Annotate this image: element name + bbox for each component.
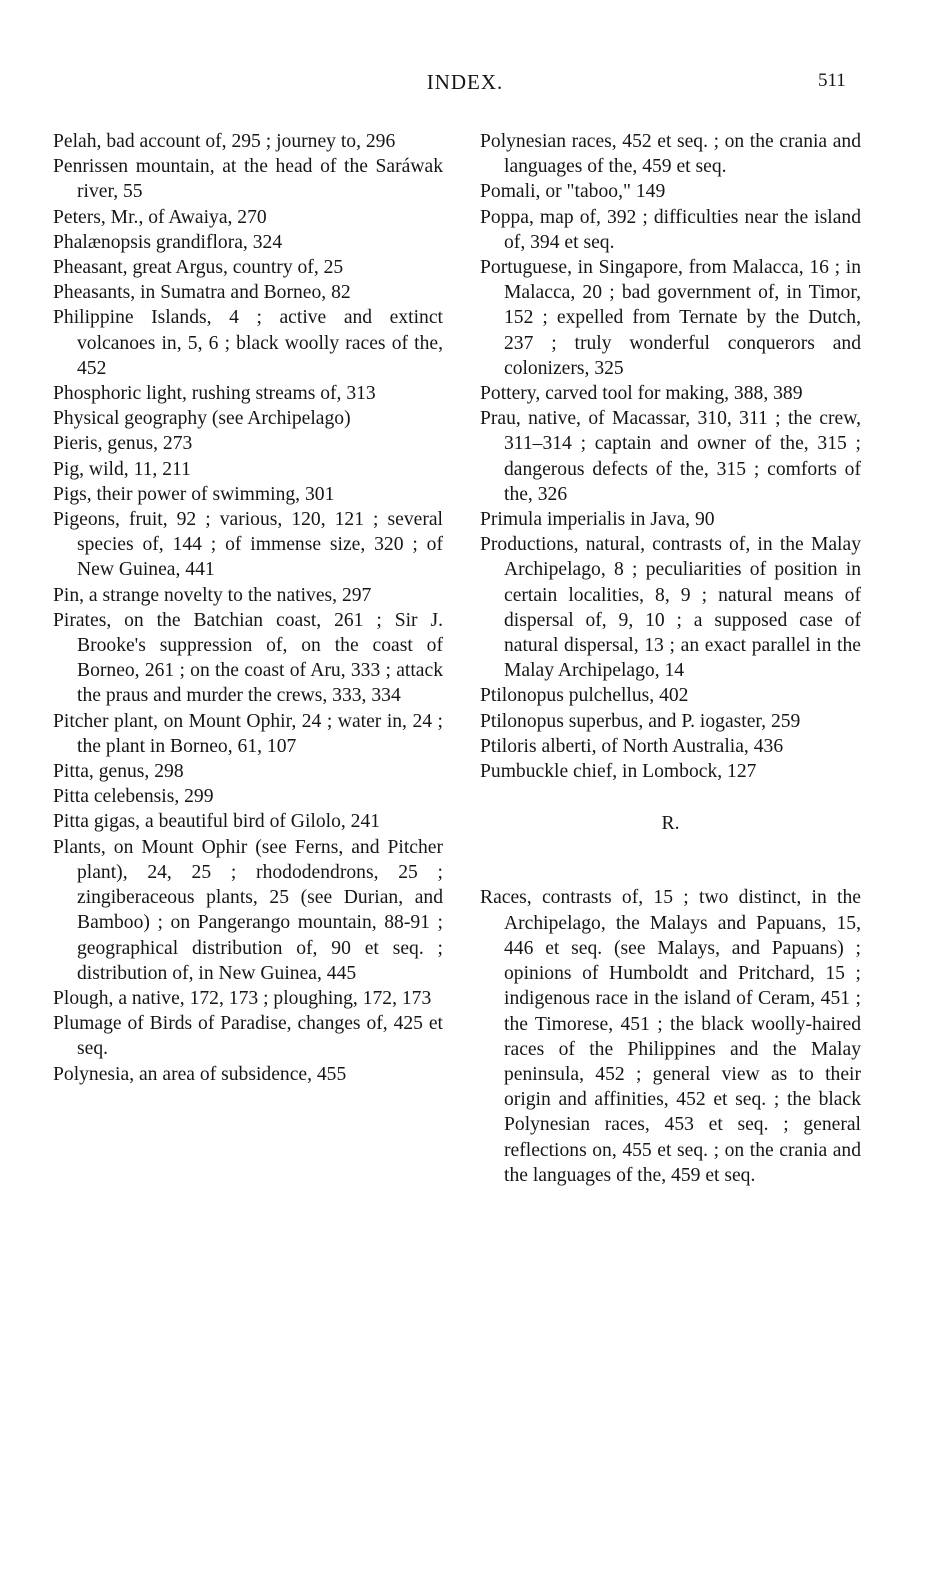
index-entry: Pieris, genus, 273: [53, 433, 193, 455]
index-entry: Phalænopsis grandiflora, 324: [53, 231, 283, 253]
index-entry: Races, contrasts of, 15 ; two distinct, in the Archipelago, the Malays and Papuans, 15, 446 et seq. (see Malays, and Papuans) ; opinions of Humboldt and Pritchard, 15 ; indigenous race in the island of Ceram, 451 ; the Timorese, 451 ; the black woolly-haired races of the Philippines and the Malay peninsula, 452 ; general view as to their origin and affinities, 452 et seq. ; the black Polynesian races, 453 et seq. ; general reflections on, 455 et seq. ; on the crania and the languages of the, 459 et seq.: [480, 887, 861, 1186]
index-entry: Pirates, on the Batchian coast, 261 ; Sir J. Brooke's suppression of, on the coast of Borneo, 261 ; on the coast of Aru, 333 ; attack the praus and murder the crews, 333, 334: [53, 609, 443, 707]
index-entry: Ptilonopus pulchellus, 402: [480, 685, 689, 707]
index-entry: Primula imperialis in Java, 90: [480, 509, 715, 531]
index-entry: Pheasant, great Argus, country of, 25: [53, 257, 344, 279]
index-entry: Philippine Islands, 4 ; active and extinct volcanoes in, 5, 6 ; black woolly races of the, 452: [53, 307, 443, 379]
section-heading-r: [480, 811, 861, 836]
index-entry: Pitta gigas, a beautiful bird of Gilolo, 241: [53, 811, 381, 833]
index-entry: Pitcher plant, on Mount Ophir, 24 ; water in, 24 ; the plant in Borneo, 61, 107: [53, 710, 443, 757]
section-letter: R.: [661, 813, 680, 835]
index-entry: Polynesia, an area of subsidence, 455: [53, 1063, 347, 1085]
index-entry: Pitta celebensis, 299: [53, 786, 214, 808]
index-entry: Plants, on Mount Ophir (see Ferns, and Pitcher plant), 24, 25 ; rhododendrons, 25 ; zingiberaceous plants, 25 (see Durian, and Bamboo) ; on Pangerango mountain, 88-91 ; geographical distribution of, 90 et seq. ; distribution of, in New Guinea, 445: [53, 836, 443, 984]
index-entry: Pigeons, fruit, 92 ; various, 120, 121 ; several species of, 144 ; of immense size, 320 ; of New Guinea, 441: [53, 509, 443, 581]
index-entry: Peters, Mr., of Awaiya, 270: [53, 206, 267, 228]
index-entry: Poppa, map of, 392 ; difficulties near the island of, 394 et seq.: [480, 206, 861, 253]
right-column: [480, 129, 861, 1188]
index-entry: Penrissen mountain, at the head of the Saráwak river, 55: [53, 156, 443, 203]
index-entry: Polynesian races, 452 et seq. ; on the crania and languages of the, 459 et seq.: [480, 131, 861, 178]
index-entry: Ptiloris alberti, of North Australia, 436: [480, 735, 784, 757]
index-entry: Pheasants, in Sumatra and Borneo, 82: [53, 282, 351, 304]
index-entry: Prau, native, of Macassar, 310, 311 ; the crew, 311–314 ; captain and owner of the, 315 ; dangerous defects of the, 315 ; comforts of the, 326: [480, 408, 861, 505]
page-title: INDEX.: [426, 70, 504, 94]
index-entry: Physical geography (see Archipelago): [53, 408, 351, 430]
index-entry: Pitta, genus, 298: [53, 761, 184, 783]
page-number: 511: [818, 70, 846, 91]
index-entry: Ptilonopus superbus, and P. iogaster, 259: [480, 710, 801, 732]
index-entry: Pottery, carved tool for making, 388, 389: [480, 383, 803, 405]
index-entry: Plumage of Birds of Paradise, changes of, 425 et seq.: [53, 1013, 443, 1060]
index-entry: Plough, a native, 172, 173 ; ploughing, 172, 173: [53, 987, 432, 1009]
index-entry: Pumbuckle chief, in Lombock, 127: [480, 761, 757, 783]
running-head: [0, 70, 930, 100]
index-entry: Phosphoric light, rushing streams of, 313: [53, 383, 376, 405]
index-entry: Productions, natural, contrasts of, in the Malay Archipelago, 8 ; peculiarities of position in certain localities, 8, 9 ; natural means of dispersal of, 9, 10 ; a supposed case of natural dispersal, 13 ; an exact parallel in the Malay Archipelago, 14: [480, 534, 861, 682]
index-entry: Pig, wild, 11, 211: [53, 458, 191, 480]
index-entry: Pigs, their power of swimming, 301: [53, 483, 335, 505]
index-entry: Pelah, bad account of, 295 ; journey to, 296: [53, 131, 396, 152]
index-entry: Pomali, or "taboo," 149: [480, 181, 666, 203]
left-column: [53, 129, 443, 1087]
index-entry: Pin, a strange novelty to the natives, 297: [53, 584, 372, 606]
index-entry: Portuguese, in Singapore, from Malacca, 16 ; in Malacca, 20 ; bad government of, in Timor, 152 ; expelled from Ternate by the Dutch, 237 ; truly wonderful conquerors and colonizers, 325: [480, 257, 861, 379]
